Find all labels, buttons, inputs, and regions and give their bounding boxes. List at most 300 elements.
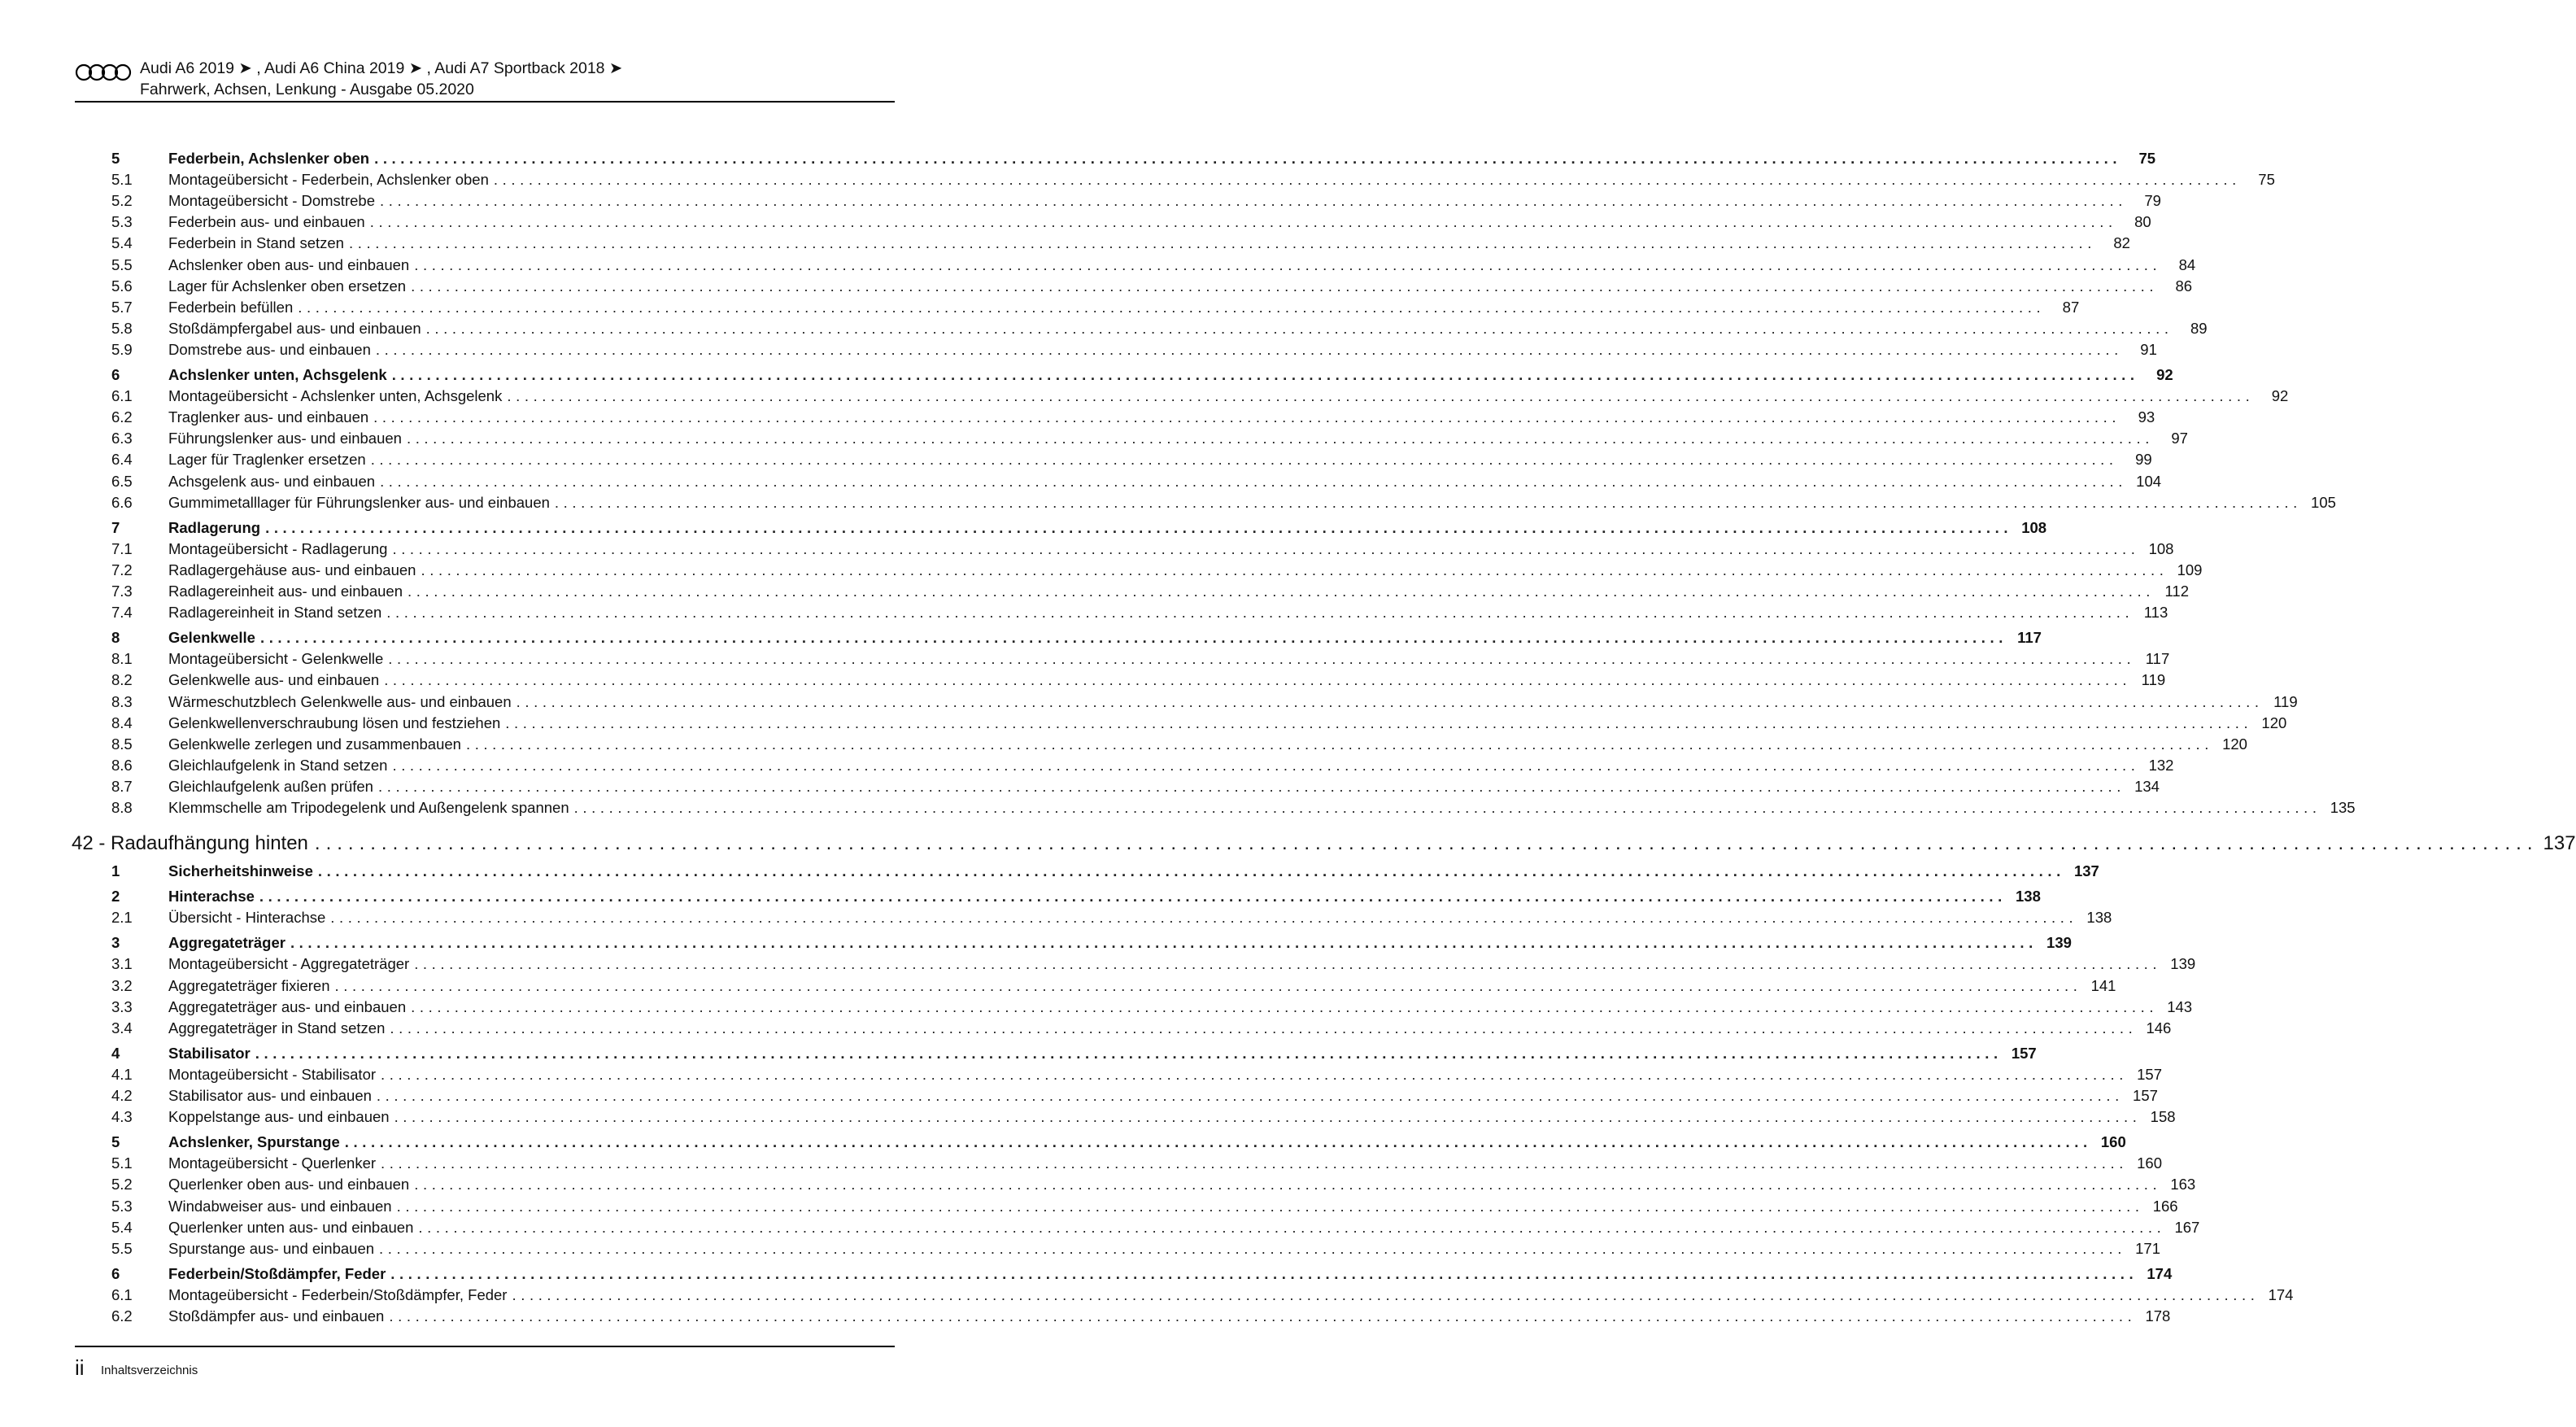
toc-entry-title: Montageübersicht - Federbein, Achslenker oben xyxy=(168,171,489,189)
toc-entry-title: Federbein befüllen xyxy=(168,298,294,316)
toc-entry-page: 92 xyxy=(2156,366,2173,383)
toc-entry-title: Aggregateträger aus- und einbauen xyxy=(168,997,407,1015)
toc-section-heading[interactable] xyxy=(111,518,2047,538)
toc-dot-leader: ........................................................................................................................................................................................................ xyxy=(465,735,2213,753)
toc-entry-title: Montageübersicht - Domstrebe xyxy=(168,192,375,210)
toc-entry-line xyxy=(168,1285,2294,1305)
toc-dot-leader: ........................................................................................................................................................................................................ xyxy=(554,493,2302,511)
toc-entry-page: 92 xyxy=(2271,387,2289,405)
toc-dot-leader: ........................................................................................................................................................................................................ xyxy=(507,387,2255,405)
toc-entry-line xyxy=(168,170,2275,190)
toc-entry[interactable] xyxy=(111,976,2116,996)
toc-entry-title: Gleichlaufgelenk in Stand setzen xyxy=(168,756,388,774)
toc-entry-line xyxy=(168,277,2193,296)
toc-entry-title: Windabweiser aus- und einbauen xyxy=(168,1197,392,1215)
toc-dot-leader: ........................................................................................................................................................................................................ xyxy=(392,756,2140,774)
toc-entry[interactable] xyxy=(111,756,2174,775)
toc-entry-number: 8.6 xyxy=(111,756,133,774)
toc-entry-page: 157 xyxy=(2137,1065,2163,1083)
toc-entry-title: Stoßdämpfer aus- und einbauen xyxy=(168,1307,385,1324)
toc-entry-number: 6.4 xyxy=(111,451,133,469)
toc-entry-line xyxy=(168,340,2157,360)
toc-entry-number: 6.2 xyxy=(111,408,133,426)
toc-entry-title: Achslenker unten, Achsgelenk xyxy=(168,366,387,383)
toc-entry-number: 6.1 xyxy=(111,1285,133,1303)
toc-entry-page: 91 xyxy=(2140,340,2157,358)
toc-entry-title: Hinterachse xyxy=(168,888,255,906)
toc-entry-number: 4.1 xyxy=(111,1065,133,1083)
toc-dot-leader: ........................................................................................................................................................................................................ xyxy=(392,539,2140,557)
toc-entry-page: 97 xyxy=(2171,430,2188,447)
toc-entry-page: 167 xyxy=(2174,1218,2200,1236)
toc-dot-leader: ........................................................................................................................................................................................................ xyxy=(414,255,2162,273)
toc-entry-line xyxy=(168,798,2356,818)
header-divider xyxy=(75,101,895,103)
toc-entry-title: Gelenkwelle aus- und einbauen xyxy=(168,671,380,689)
toc-entry-title: Lager für Traglenker ersetzen xyxy=(168,451,366,469)
toc-entry-number: 6.1 xyxy=(111,387,133,405)
toc-entry-line xyxy=(168,1239,2161,1259)
toc-dot-leader: ........................................................................................................................................................................................................ xyxy=(259,888,2007,906)
toc-entry-title: Stabilisator xyxy=(168,1044,251,1062)
toc-entry-page: 132 xyxy=(2148,756,2174,774)
toc-entry-line xyxy=(168,1107,2176,1127)
toc-entry-page: 157 xyxy=(2133,1087,2158,1104)
toc-dot-leader: ........................................................................................................................................................................................................ xyxy=(381,1065,2129,1083)
toc-entry-number: 5.4 xyxy=(111,234,133,252)
toc-dot-leader: ........................................................................................................................................................................................................ xyxy=(373,408,2121,426)
toc-entry-title: Gelenkwelle zerlegen und zusammenbauen xyxy=(168,735,461,753)
toc-entry-page: 120 xyxy=(2261,714,2287,731)
toc-entry[interactable] xyxy=(111,408,2155,427)
toc-entry-page: 171 xyxy=(2135,1239,2161,1257)
toc-entry-line xyxy=(168,908,2112,927)
toc-entry-page: 117 xyxy=(2017,629,2042,647)
toc-dot-leader: ........................................................................................................................................................................................................ xyxy=(493,171,2241,189)
toc-entry-page: 134 xyxy=(2134,777,2160,795)
toc-dot-leader: ........................................................................................................................................................................................................ xyxy=(381,1154,2129,1172)
toc-entry-line xyxy=(168,777,2160,796)
toc-dot-leader: ........................................................................................................................................................................................................ xyxy=(374,150,2122,167)
toc-entry-title: Montageübersicht - Aggregateträger xyxy=(168,955,410,973)
toc-entry[interactable] xyxy=(111,277,2193,296)
toc-entry[interactable] xyxy=(111,1218,2200,1237)
toc-entry-page: 99 xyxy=(2135,451,2152,469)
toc-entry-line xyxy=(168,1307,2171,1326)
toc-entry[interactable] xyxy=(111,603,2168,622)
toc-entry-line xyxy=(168,670,2166,690)
toc-dot-leader: ........................................................................................................................................................................................................ xyxy=(414,1176,2162,1194)
toc-entry-page: 109 xyxy=(2177,561,2203,578)
toc-entry-title: Montageübersicht - Federbein/Stoßdämpfer, Feder xyxy=(168,1285,508,1303)
toc-dot-leader: ........................................................................................................................................................................................................ xyxy=(389,1307,2137,1324)
toc-entry-page: 160 xyxy=(2100,1133,2126,1151)
toc-entry-title: Montageübersicht - Radlagerung xyxy=(168,539,388,557)
toc-entry[interactable] xyxy=(111,735,2247,754)
toc-entry-title: Achslenker, Spurstange xyxy=(168,1133,340,1151)
toc-entry-number: 5.7 xyxy=(111,298,133,316)
toc-entry-number: 3.1 xyxy=(111,955,133,973)
toc-entry-number: 8.4 xyxy=(111,714,133,731)
toc-entry-page: 84 xyxy=(2178,255,2196,273)
toc-entry-page: 87 xyxy=(2062,298,2080,316)
toc-entry-title: Achsgelenk aus- und einbauen xyxy=(168,472,376,490)
toc-section-heading[interactable] xyxy=(111,862,2099,881)
toc-dot-leader: ........................................................................................................................................................................................................ xyxy=(369,213,2117,231)
toc-entry[interactable] xyxy=(111,1019,2172,1038)
toc-entry-page: 166 xyxy=(2152,1197,2178,1215)
toc-entry-page: 135 xyxy=(2330,799,2356,816)
toc-entry-number: 5.1 xyxy=(111,171,133,189)
toc-entry-line xyxy=(168,714,2287,733)
toc-entry[interactable] xyxy=(111,582,2189,601)
toc-entry-page: 86 xyxy=(2175,277,2193,295)
toc-entry-page: 108 xyxy=(2021,518,2047,536)
toc-entry-title: Wärmeschutzblech Gelenkwelle aus- und einbauen xyxy=(168,692,512,710)
toc-dot-leader: ........................................................................................................................................................................................................ xyxy=(379,192,2127,210)
toc-entry[interactable] xyxy=(111,298,2080,317)
toc-entry-number: 2 xyxy=(111,888,120,906)
toc-entry-page: 138 xyxy=(2086,909,2112,927)
toc-entry-line xyxy=(168,954,2196,974)
toc-dot-leader: ........................................................................................................................................................................................................ xyxy=(344,1133,2092,1151)
toc-entry-title: Koppelstange aus- und einbauen xyxy=(168,1108,390,1126)
toc-entry[interactable] xyxy=(111,386,2289,406)
toc-entry-line xyxy=(168,298,2080,317)
toc-entry-page: 143 xyxy=(2167,997,2193,1015)
toc-entry[interactable] xyxy=(111,997,2193,1017)
toc-entry[interactable] xyxy=(111,472,2162,491)
toc-entry[interactable] xyxy=(111,714,2287,733)
toc-entry[interactable] xyxy=(111,233,2130,253)
toc-dot-leader: ........................................................................................................................................................................................................ xyxy=(516,692,2264,710)
toc-entry[interactable] xyxy=(111,954,2196,974)
toc-entry-page: 158 xyxy=(2150,1108,2176,1126)
toc-entry-number: 6 xyxy=(111,366,120,383)
toc-entry-page: 89 xyxy=(2190,319,2208,337)
toc-dot-leader: ........................................................................................................................................................................................................ xyxy=(259,629,2007,647)
toc-entry-line xyxy=(168,1197,2178,1216)
toc-entry-title: Radlagergehäuse aus- und einbauen xyxy=(168,561,416,578)
toc-entry-number: 6 xyxy=(111,1264,120,1282)
toc-entry-line xyxy=(168,212,2151,232)
toc-entry-title: Gleichlaufgelenk außen prüfen xyxy=(168,777,373,795)
toc-section-heading[interactable] xyxy=(111,1044,2037,1063)
toc-dot-leader: ........................................................................................................................................................................................................ xyxy=(411,997,2159,1015)
toc-section-heading[interactable] xyxy=(111,933,2072,953)
toc-entry-line xyxy=(168,319,2208,338)
toc-entry-number: 5.5 xyxy=(111,1239,133,1257)
toc-entry-page: 163 xyxy=(2170,1176,2196,1194)
toc-entry[interactable] xyxy=(111,798,2356,818)
toc-dot-leader: ........................................................................................................................................................................................................ xyxy=(414,955,2162,973)
toc-entry-page: 174 xyxy=(2268,1285,2294,1303)
toc-entry[interactable] xyxy=(111,1175,2196,1194)
toc-entry-title: Montageübersicht - Stabilisator xyxy=(168,1065,377,1083)
toc-entry-number: 5.3 xyxy=(111,213,133,231)
toc-dot-leader: ........................................................................................................................................................................................................ xyxy=(314,832,2539,854)
toc-entry-line xyxy=(168,1218,2200,1237)
toc-entry-line xyxy=(168,628,2042,648)
toc-entry[interactable] xyxy=(111,1065,2163,1084)
toc-section-heading[interactable] xyxy=(111,628,2042,648)
toc-chapter-line xyxy=(72,831,2576,857)
toc-entry-line xyxy=(168,1132,2126,1152)
toc-dot-leader: ........................................................................................................................................................................................................ xyxy=(421,561,2168,578)
toc-entry-title: Stoßdämpfergabel aus- und einbauen xyxy=(168,319,421,337)
toc-entry-line xyxy=(168,386,2289,406)
toc-chapter-heading[interactable] xyxy=(72,831,2576,857)
toc-entry-page: 117 xyxy=(2145,650,2170,668)
toc-entry-number: 5.6 xyxy=(111,277,133,295)
toc-entry[interactable] xyxy=(111,1154,2163,1173)
toc-entry-page: 137 xyxy=(2073,862,2099,879)
toc-dot-leader: ........................................................................................................................................................................................................ xyxy=(255,1044,2003,1062)
toc-entry-line xyxy=(168,429,2188,448)
toc-entry[interactable] xyxy=(111,692,2298,712)
toc-entry-number: 5.4 xyxy=(111,1218,133,1236)
toc-entry-number: 8 xyxy=(111,629,120,647)
toc-entry-number: 5.8 xyxy=(111,319,133,337)
toc-entry-number: 6.5 xyxy=(111,472,133,490)
toc-entry-line xyxy=(168,1264,2173,1284)
toc-entry-line xyxy=(168,582,2189,601)
toc-dot-leader: ........................................................................................................................................................................................................ xyxy=(386,604,2134,622)
toc-dot-leader: ........................................................................................................................................................................................................ xyxy=(334,976,2082,994)
toc-entry-title: Übersicht - Hinterachse xyxy=(168,909,326,927)
toc-entry-line xyxy=(168,365,2173,385)
toc-entry-line xyxy=(168,735,2247,754)
toc-entry-line xyxy=(168,649,2170,669)
toc-chapter-page: 137 xyxy=(2543,832,2576,854)
toc-entry-title: Aggregateträger in Stand setzen xyxy=(168,1019,386,1036)
toc-dot-leader: ........................................................................................................................................................................................................ xyxy=(512,1285,2260,1303)
toc-entry-title: Gelenkwelle xyxy=(168,629,255,647)
toc-entry-title: Gummimetalllager für Führungslenker aus- und einbauen xyxy=(168,493,550,511)
toc-dot-leader: ........................................................................................................................................................................................................ xyxy=(388,650,2136,668)
toc-dot-leader: ........................................................................................................................................................................................................ xyxy=(408,583,2155,600)
toc-section-heading[interactable] xyxy=(111,887,2041,906)
toc-entry[interactable] xyxy=(111,1307,2171,1326)
toc-entry[interactable] xyxy=(111,1197,2178,1216)
footer-divider xyxy=(75,1346,895,1347)
toc-section-heading[interactable] xyxy=(111,1132,2126,1152)
toc-dot-leader: ........................................................................................................................................................................................................ xyxy=(505,714,2253,731)
toc-entry-number: 3.2 xyxy=(111,976,133,994)
toc-entry-number: 5.2 xyxy=(111,192,133,210)
toc-dot-leader: ........................................................................................................................................................................................................ xyxy=(394,1108,2142,1126)
audi-rings-logo-icon xyxy=(75,63,132,81)
footer-page-number: ii xyxy=(75,1355,85,1380)
toc-entry-line xyxy=(168,539,2174,559)
toc-entry-number: 4.2 xyxy=(111,1087,133,1104)
toc-entry-number: 7.3 xyxy=(111,583,133,600)
toc-entry[interactable] xyxy=(111,450,2152,469)
toc-entry[interactable] xyxy=(111,340,2157,360)
toc-entry[interactable] xyxy=(111,777,2160,796)
toc-entry[interactable] xyxy=(111,319,2208,338)
toc-dot-leader: ........................................................................................................................................................................................................ xyxy=(376,1087,2124,1104)
toc-entry-number: 8.5 xyxy=(111,735,133,753)
toc-entry-number: 6.6 xyxy=(111,493,133,511)
toc-entry-page: 178 xyxy=(2145,1307,2171,1324)
toc-entry-title: Führungslenker aus- und einbauen xyxy=(168,430,402,447)
toc-entry-number: 3.4 xyxy=(111,1019,133,1036)
toc-entry[interactable] xyxy=(111,908,2112,927)
toc-entry[interactable] xyxy=(111,649,2170,669)
toc-entry[interactable] xyxy=(111,1239,2161,1259)
toc-entry-page: 160 xyxy=(2137,1154,2163,1172)
toc-entry[interactable] xyxy=(111,1285,2294,1305)
toc-entry-line xyxy=(168,472,2162,491)
toc-entry-title: Lager für Achslenker oben ersetzen xyxy=(168,277,407,295)
toc-dot-leader: ........................................................................................................................................................................................................ xyxy=(330,909,2078,927)
toc-entry-title: Aggregateträger xyxy=(168,934,285,952)
toc-dot-leader: ........................................................................................................................................................................................................ xyxy=(317,862,2065,879)
toc-entry-page: 139 xyxy=(2170,955,2196,973)
toc-entry-page: 119 xyxy=(2273,692,2298,710)
toc-dot-leader: ........................................................................................................................................................................................................ xyxy=(425,319,2173,337)
toc-entry[interactable] xyxy=(111,255,2196,275)
toc-entry-line xyxy=(168,756,2174,775)
toc-entry-title: Radlagereinheit in Stand setzen xyxy=(168,604,382,622)
toc-entry[interactable] xyxy=(111,1086,2158,1106)
toc-entry-page: 75 xyxy=(2258,171,2275,189)
toc-entry-line xyxy=(168,493,2336,513)
toc-entry-line xyxy=(168,976,2116,996)
toc-entry-line xyxy=(168,1065,2163,1084)
toc-dot-leader: ........................................................................................................................................................................................................ xyxy=(265,518,2013,536)
toc-section-heading[interactable] xyxy=(111,365,2173,385)
toc-entry-line xyxy=(168,862,2099,881)
toc-section-heading[interactable] xyxy=(111,1264,2173,1284)
toc-entry-page: 139 xyxy=(2046,934,2072,952)
toc-entry-page: 93 xyxy=(2138,408,2155,426)
toc-entry[interactable] xyxy=(111,539,2174,559)
toc-entry-line xyxy=(168,997,2193,1017)
toc-entry-title: Querlenker unten aus- und einbauen xyxy=(168,1218,414,1236)
toc-entry-page: 82 xyxy=(2113,234,2130,252)
toc-entry-page: 80 xyxy=(2134,213,2151,231)
toc-entry-title: Montageübersicht - Gelenkwelle xyxy=(168,650,384,668)
toc-entry-page: 138 xyxy=(2016,888,2041,906)
toc-dot-leader: ........................................................................................................................................................................................................ xyxy=(370,451,2118,469)
toc-entry-page: 174 xyxy=(2147,1264,2173,1282)
header-vehicle-models: Audi A6 2019 ➤ , Audi A6 China 2019 ➤ , Audi A7 Sportback 2018 ➤ xyxy=(140,59,623,77)
toc-dot-leader: ........................................................................................................................................................................................................ xyxy=(379,1239,2127,1257)
toc-entry-line xyxy=(168,255,2196,275)
toc-entry-number: 8.8 xyxy=(111,799,133,816)
toc-entry-number: 7.1 xyxy=(111,539,133,557)
toc-entry-number: 7.2 xyxy=(111,561,133,578)
toc-dot-leader: ........................................................................................................................................................................................................ xyxy=(418,1218,2166,1236)
toc-entry-number: 5.1 xyxy=(111,1154,133,1172)
toc-entry-title: Federbein aus- und einbauen xyxy=(168,213,365,231)
toc-dot-leader: ........................................................................................................................................................................................................ xyxy=(298,298,2046,316)
toc-dot-leader: ........................................................................................................................................................................................................ xyxy=(573,799,2321,816)
toc-entry-page: 104 xyxy=(2136,472,2162,490)
toc-entry-title: Domstrebe aus- und einbauen xyxy=(168,340,371,358)
toc-entry-line xyxy=(168,149,2156,168)
toc-entry-page: 157 xyxy=(2011,1044,2037,1062)
toc-dot-leader: ........................................................................................................................................................................................................ xyxy=(411,277,2159,295)
toc-entry-title: Stabilisator aus- und einbauen xyxy=(168,1087,372,1104)
toc-dot-leader: ........................................................................................................................................................................................................ xyxy=(384,671,2132,689)
toc-dot-leader: ........................................................................................................................................................................................................ xyxy=(406,430,2154,447)
toc-entry-number: 4.3 xyxy=(111,1108,133,1126)
toc-entry-page: 146 xyxy=(2146,1019,2172,1036)
toc-entry-line xyxy=(168,518,2047,538)
toc-entry-title: Achslenker oben aus- und einbauen xyxy=(168,255,410,273)
toc-entry-title: Montageübersicht - Achslenker unten, Achsgelenk xyxy=(168,387,503,405)
toc-dot-leader: ........................................................................................................................................................................................................ xyxy=(290,934,2038,952)
toc-dot-leader: ........................................................................................................................................................................................................ xyxy=(390,1019,2138,1036)
toc-entry-number: 5 xyxy=(111,150,120,167)
toc-entry-line xyxy=(168,603,2168,622)
toc-entry-title: Radlagerung xyxy=(168,518,261,536)
toc-entry-line xyxy=(168,887,2041,906)
toc-dot-leader: ........................................................................................................................................................................................................ xyxy=(390,1264,2138,1282)
toc-entry-line xyxy=(168,561,2203,580)
toc-entry-number: 3 xyxy=(111,934,120,952)
toc-entry[interactable] xyxy=(111,1107,2176,1127)
toc-entry-page: 120 xyxy=(2222,735,2247,753)
toc-entry-line xyxy=(168,1019,2172,1038)
toc-entry[interactable] xyxy=(111,670,2166,690)
toc-entry[interactable] xyxy=(111,429,2188,448)
toc-entry-title: Federbein, Achslenker oben xyxy=(168,150,370,167)
toc-entry-page: 141 xyxy=(2090,976,2116,994)
toc-entry-number: 5.3 xyxy=(111,1197,133,1215)
toc-entry-title: Radlagereinheit aus- und einbauen xyxy=(168,583,403,600)
toc-entry[interactable] xyxy=(111,212,2151,232)
toc-dot-leader: ........................................................................................................................................................................................................ xyxy=(348,234,2096,252)
toc-entry-number: 5.5 xyxy=(111,255,133,273)
toc-entry[interactable] xyxy=(111,170,2275,190)
toc-entry-title: Aggregateträger fixieren xyxy=(168,976,330,994)
toc-entry-number: 8.2 xyxy=(111,671,133,689)
toc-entry[interactable] xyxy=(111,191,2161,211)
toc-entry-page: 79 xyxy=(2144,192,2161,210)
toc-entry-page: 119 xyxy=(2141,671,2166,689)
toc-entry-title: Sicherheitshinweise xyxy=(168,862,313,879)
toc-entry-line xyxy=(168,233,2130,253)
footer-section-label: Inhaltsverzeichnis xyxy=(101,1364,198,1377)
toc-entry-number: 7.4 xyxy=(111,604,133,622)
toc-entry-title: Traglenker aus- und einbauen xyxy=(168,408,369,426)
toc-section-heading[interactable] xyxy=(111,149,2156,168)
toc-entry-page: 113 xyxy=(2143,604,2168,622)
toc-dot-leader: ........................................................................................................................................................................................................ xyxy=(391,366,2139,383)
toc-entry-page: 108 xyxy=(2148,539,2174,557)
toc-entry-line xyxy=(168,1175,2196,1194)
toc-entry[interactable] xyxy=(111,561,2203,580)
toc-dot-leader: ........................................................................................................................................................................................................ xyxy=(377,777,2125,795)
toc-dot-leader: ........................................................................................................................................................................................................ xyxy=(375,340,2123,358)
toc-entry[interactable] xyxy=(111,493,2336,513)
toc-entry-title: Federbein in Stand setzen xyxy=(168,234,344,252)
toc-entry-number: 8.1 xyxy=(111,650,133,668)
toc-entry-line xyxy=(168,1154,2163,1173)
toc-entry-page: 112 xyxy=(2164,583,2189,600)
toc-entry-number: 5.2 xyxy=(111,1176,133,1194)
toc-entry-number: 6.3 xyxy=(111,430,133,447)
toc-entry-title: Federbein/Stoßdämpfer, Feder xyxy=(168,1264,386,1282)
toc-entry-line xyxy=(168,1044,2037,1063)
toc-entry-number: 6.2 xyxy=(111,1307,133,1324)
toc-entry-number: 4 xyxy=(111,1044,120,1062)
toc-entry-line xyxy=(168,1086,2158,1106)
